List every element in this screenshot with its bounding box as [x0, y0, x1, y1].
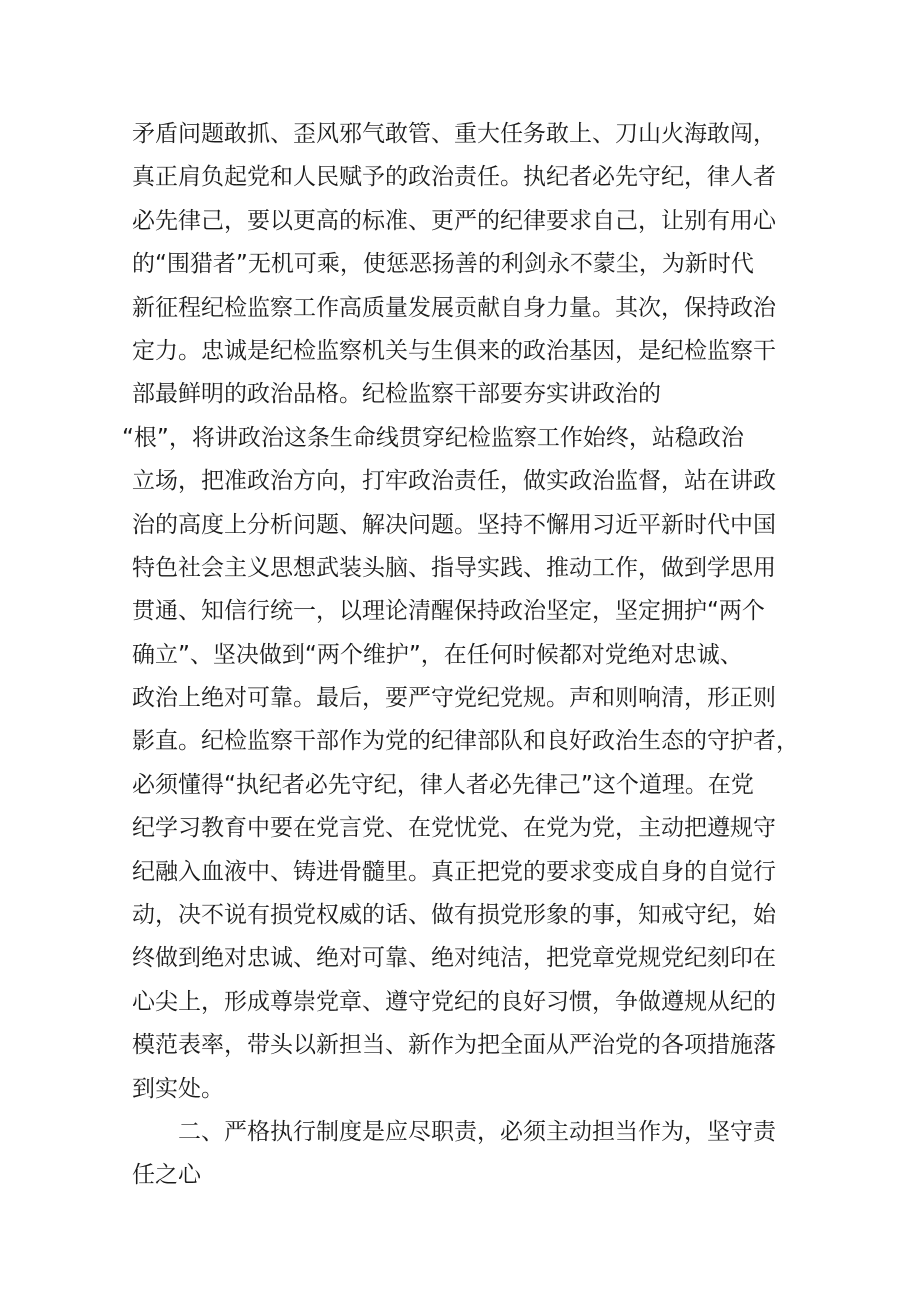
paragraph-line: 特色社会主义思想武装头脑、指导实践、推动工作，做到学思用	[132, 554, 776, 581]
paragraph-line: 必先律己，要以更高的标准、更严的纪律要求自己，让别有用心	[132, 207, 776, 234]
paragraph-line: 到实处。	[132, 1075, 224, 1102]
paragraph-line: 的“围猎者”无机可乘，使惩恶扬善的利剑永不蒙尘，为新时代	[132, 251, 754, 278]
paragraph-line: 真正肩负起党和人民赋予的政治责任。执纪者必先守纪，律人者	[132, 164, 776, 191]
paragraph-line: 矛盾问题敢抓、歪风邪气敢管、重大任务敢上、刀山火海敢闯，	[132, 121, 776, 147]
paragraph-line: 贯通、知信行统一，以理论清醒保持政治坚定，坚定拥护“两个	[132, 598, 765, 625]
paragraph-line: 纪融入血液中、铸进骨髓里。真正把党的要求变成自身的自觉行	[132, 858, 776, 885]
paragraph-line: 影直。纪检监察干部作为党的纪律部队和良好政治生态的守护者，	[132, 728, 799, 755]
body-text	[122, 113, 812, 1198]
paragraph-line: “根”，将讲政治这条生命线贯穿纪检监察工作始终，站稳政治	[122, 424, 744, 451]
paragraph-line: 新征程纪检监察工作高质量发展贡献自身力量。其次，保持政治	[132, 294, 776, 321]
paragraph-line: 模范表率，带头以新担当、新作为把全面从严治党的各项措施落	[132, 1032, 776, 1059]
section-heading-line: 二、严格执行制度是应尽职责，必须主动担当作为，坚守责	[178, 1118, 776, 1145]
paragraph-line: 心尖上，形成尊崇党章、遵守党纪的良好习惯，争做遵规从纪的	[132, 988, 776, 1015]
paragraph-line: 定力。忠诚是纪检监察机关与生俱来的政治基因，是纪检监察干	[132, 337, 776, 364]
paragraph-line: 立场，把准政治方向，打牢政治责任，做实政治监督，站在讲政	[132, 468, 776, 495]
section-heading-line: 任之心	[132, 1162, 201, 1189]
paragraph-line: 确立”、坚决做到“两个维护”，在任何时候都对党绝对忠诚、	[132, 641, 743, 668]
paragraph-line: 纪学习教育中要在党言党、在党忧党、在党为党，主动把遵规守	[132, 815, 776, 842]
paragraph-line: 政治上绝对可靠。最后，要严守党纪党规。声和则响清，形正则	[132, 685, 776, 712]
paragraph-line: 动，决不说有损党权威的话、做有损党形象的事，知戒守纪，始	[132, 902, 776, 929]
paragraph-line: 终做到绝对忠诚、绝对可靠、绝对纯洁，把党章党规党纪刻印在	[132, 945, 776, 972]
paragraph-line: 部最鲜明的政治品格。纪检监察干部要夯实讲政治的	[132, 381, 661, 408]
paragraph-line: 必须懂得“执纪者必先守纪，律人者必先律己”这个道理。在党	[132, 771, 754, 798]
paragraph-line: 治的高度上分析问题、解决问题。坚持不懈用习近平新时代中国	[132, 511, 776, 538]
